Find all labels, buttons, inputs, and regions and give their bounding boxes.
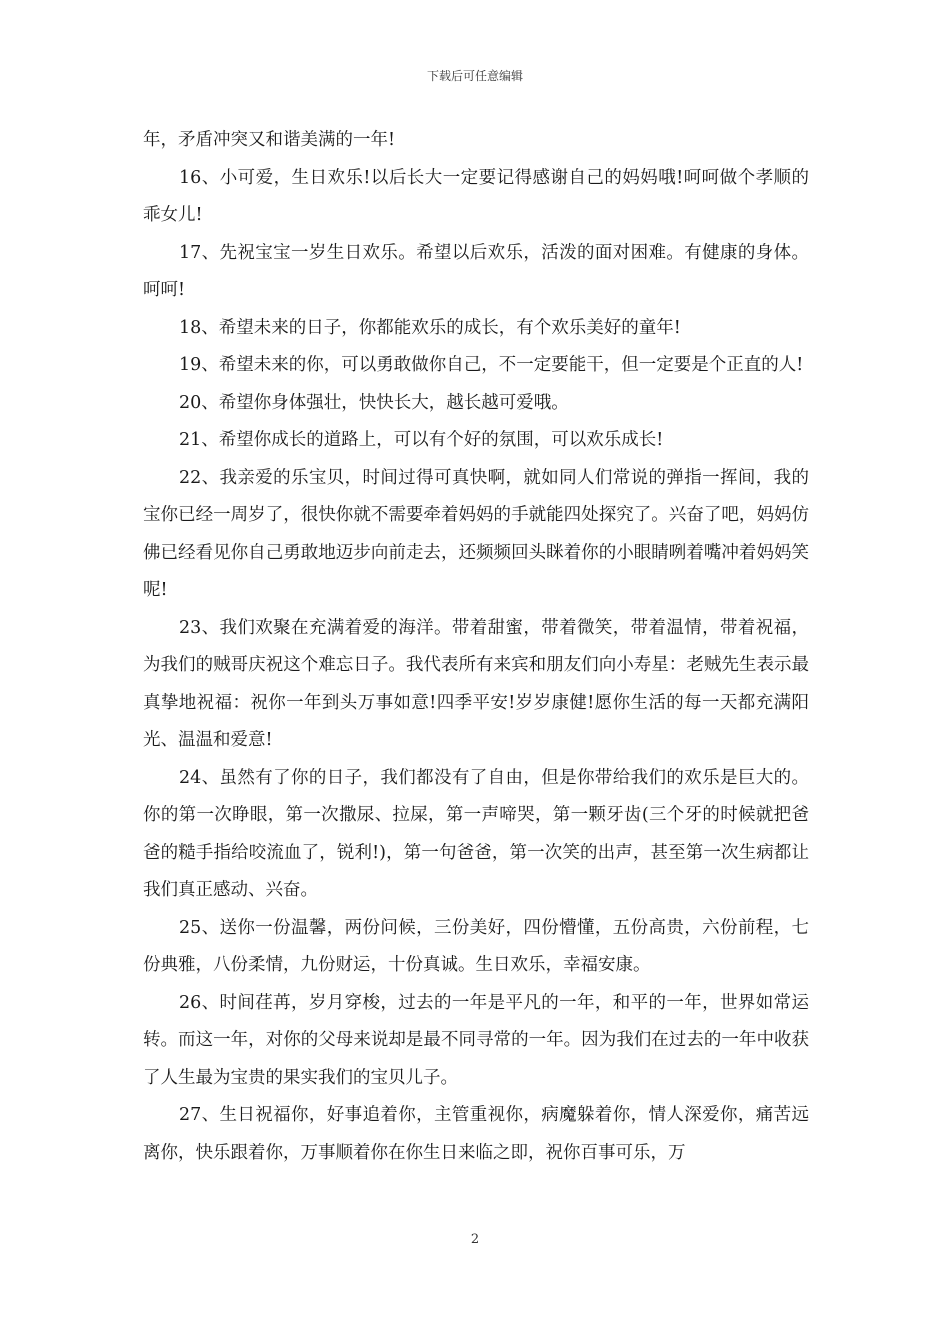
paragraph: 18、希望未来的日子，你都能欢乐的成长，有个欢乐美好的童年!	[179, 317, 681, 338]
paragraph: 16、小可爱，生日欢乐!以后长大一定要记得感谢自己的妈妈哦!呵呵做个孝顺的乖女儿!	[143, 167, 809, 225]
document-body	[143, 122, 809, 1172]
paragraph: 19、希望未来的你，可以勇敢做你自己，不一定要能干，但一定要是个正直的人!	[179, 355, 804, 375]
paragraph: 23、我们欢聚在充满着爱的海洋。带着甜蜜，带着微笑，带着温情，带着祝福，为我们的贼哥庆祝这个难忘日子。我代表所有来宾和朋友们向小寿星：老贼先生表示最真挚地祝福：祝你一年到头万事如意!四季平安!岁岁康健!愿你生活的每一天都充满阳光、温温和爱意!	[143, 617, 809, 750]
page-number: 2	[470, 1232, 480, 1247]
paragraph: 21、希望你成长的道路上，可以有个好的氛围，可以欢乐成长!	[179, 430, 664, 450]
paragraph: 26、时间荏苒，岁月穿梭，过去的一年是平凡的一年，和平的一年，世界如常运转。而这一年，对你的父母来说却是最不同寻常的一年。因为我们在过去的一年中收获了人生最为宝贵的果实我们的宝贝儿子。	[143, 992, 809, 1088]
paragraph: 年，矛盾冲突又和谐美满的一年!	[143, 130, 396, 150]
page-header: 下载后可任意编辑	[426, 69, 523, 83]
paragraph: 22、我亲爱的乐宝贝，时间过得可真快啊，就如同人们常说的弹指一挥间，我的宝你已经一周岁了，很快你就不需要牵着妈妈的手就能四处探究了。兴奋了吧，妈妈仿佛已经看见你自己勇敢地迈步向前走去，还频频回头眯着你的小眼睛咧着嘴冲着妈妈笑呢!	[143, 467, 809, 600]
paragraph: 20、希望你身体强壮，快快长大，越长越可爱哦。	[179, 392, 569, 413]
paragraph: 17、先祝宝宝一岁生日欢乐。希望以后欢乐，活泼的面对困难。有健康的身体。呵呵!	[143, 242, 809, 300]
paragraph: 27、生日祝福你，好事追着你，主管重视你，病魔躲着你，情人深爱你，痛苦远离你，快乐跟着你，万事顺着你在你生日来临之即，祝你百事可乐，万	[143, 1105, 809, 1163]
paragraph: 25、送你一份温馨，两份问候，三份美好，四份懵懂，五份高贵，六份前程，七份典雅，八份柔情，九份财运，十份真诚。生日欢乐，幸福安康。	[143, 917, 809, 975]
paragraph: 24、虽然有了你的日子，我们都没有了自由，但是你带给我们的欢乐是巨大的。你的第一次睁眼，第一次撒尿、拉屎，第一声啼哭，第一颗牙齿(三个牙的时候就把爸爸的糙手指给咬流血了，锐利!)，第一句爸爸，第一次笑的出声，甚至第一次生病都让我们真正感动、兴奋。	[143, 767, 809, 900]
